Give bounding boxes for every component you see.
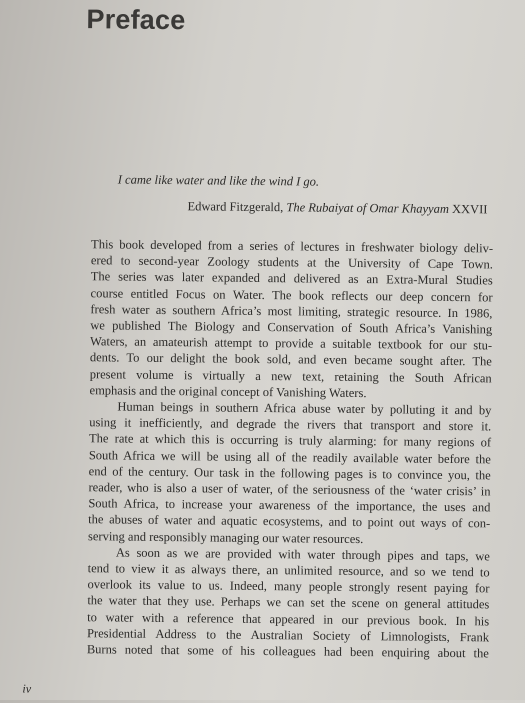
text-line: fresh water as southern Africa’s most limiting, strategic resource. In 1986,: [90, 302, 493, 321]
text-line: the abuses of water and aquatic ecosystems, and to point out ways of con-: [88, 512, 491, 531]
text-line: emphasis and the original concept of Vanishing Waters.: [89, 383, 367, 400]
page-number: iv: [22, 681, 32, 696]
preface-body: [87, 236, 493, 661]
text-line: overlook its value to us. Indeed, many people strongly resent paying for: [87, 577, 490, 596]
text-line: This book developed from a series of lectures in freshwater biology deliv-: [91, 237, 494, 256]
text-line: South Africa we will be using all of the readily available water before the: [88, 447, 491, 467]
text-line: reader, who is also a user of water, of the seriousness of the ‘water crisis’ in: [88, 480, 491, 499]
text-line: to water with a reference that appeared in our previous book. In his: [87, 609, 490, 629]
attribution-section: XXVII: [448, 201, 488, 217]
attribution-author: Edward Fitzgerald,: [187, 199, 287, 215]
text-line: As soon as we are provided with water through pipes and taps, we: [115, 545, 490, 564]
text-line: ered to second-year Zoology students at the University of Cape Town.: [90, 253, 493, 272]
epigraph-attribution: [187, 199, 487, 217]
text-line: Burns noted that some of his colleagues had been enquiring about the: [86, 642, 489, 661]
text-line: we published The Biology and Conservation of South Africa’s Vanishing: [90, 318, 493, 337]
text-line: using it inefficiently, and degrade the rivers that transport and store it.: [89, 415, 492, 434]
text-line: present volume is virtually a new text, retaining the South African: [89, 366, 492, 386]
attribution-work: The Rubaiyat of Omar Khayyam: [286, 200, 449, 216]
text-line: Presidential Address to the Australian Society of Limnologists, Frank: [86, 626, 490, 645]
epigraph-quote: I came like water and like the wind I go.: [117, 172, 320, 189]
text-line: tend to view it as always there, an unlimited resource, and so we tend to: [87, 561, 490, 580]
text-line: dents. To our delight the book sold, and even became sought after. The: [89, 350, 492, 369]
text-line: Waters, an amateurish attempt to provide a suitable textbook for our stu-: [90, 334, 493, 353]
text-line: The rate at which this is occurring is truly alarming: for many regions of: [88, 431, 492, 450]
text-line: The series was later expanded and delivered as an Extra-Mural Studies: [90, 269, 493, 288]
text-line: the water that they use. Perhaps we can set the scene on general attitudes: [87, 593, 490, 612]
text-line: serving and responsibly managing our water resources.: [87, 528, 364, 546]
text-line: South Africa, to increase your awareness of the importance, the uses and: [88, 496, 491, 515]
text-line: course entitled Focus on Water. The book reflects our deep concern for: [90, 285, 493, 305]
text-line: end of the century. Our task in the following pages is to convince you, the: [88, 464, 491, 483]
page-title: Preface: [86, 4, 186, 36]
text-line: Human beings in southern Africa abuse water by polluting it and by: [117, 399, 492, 418]
